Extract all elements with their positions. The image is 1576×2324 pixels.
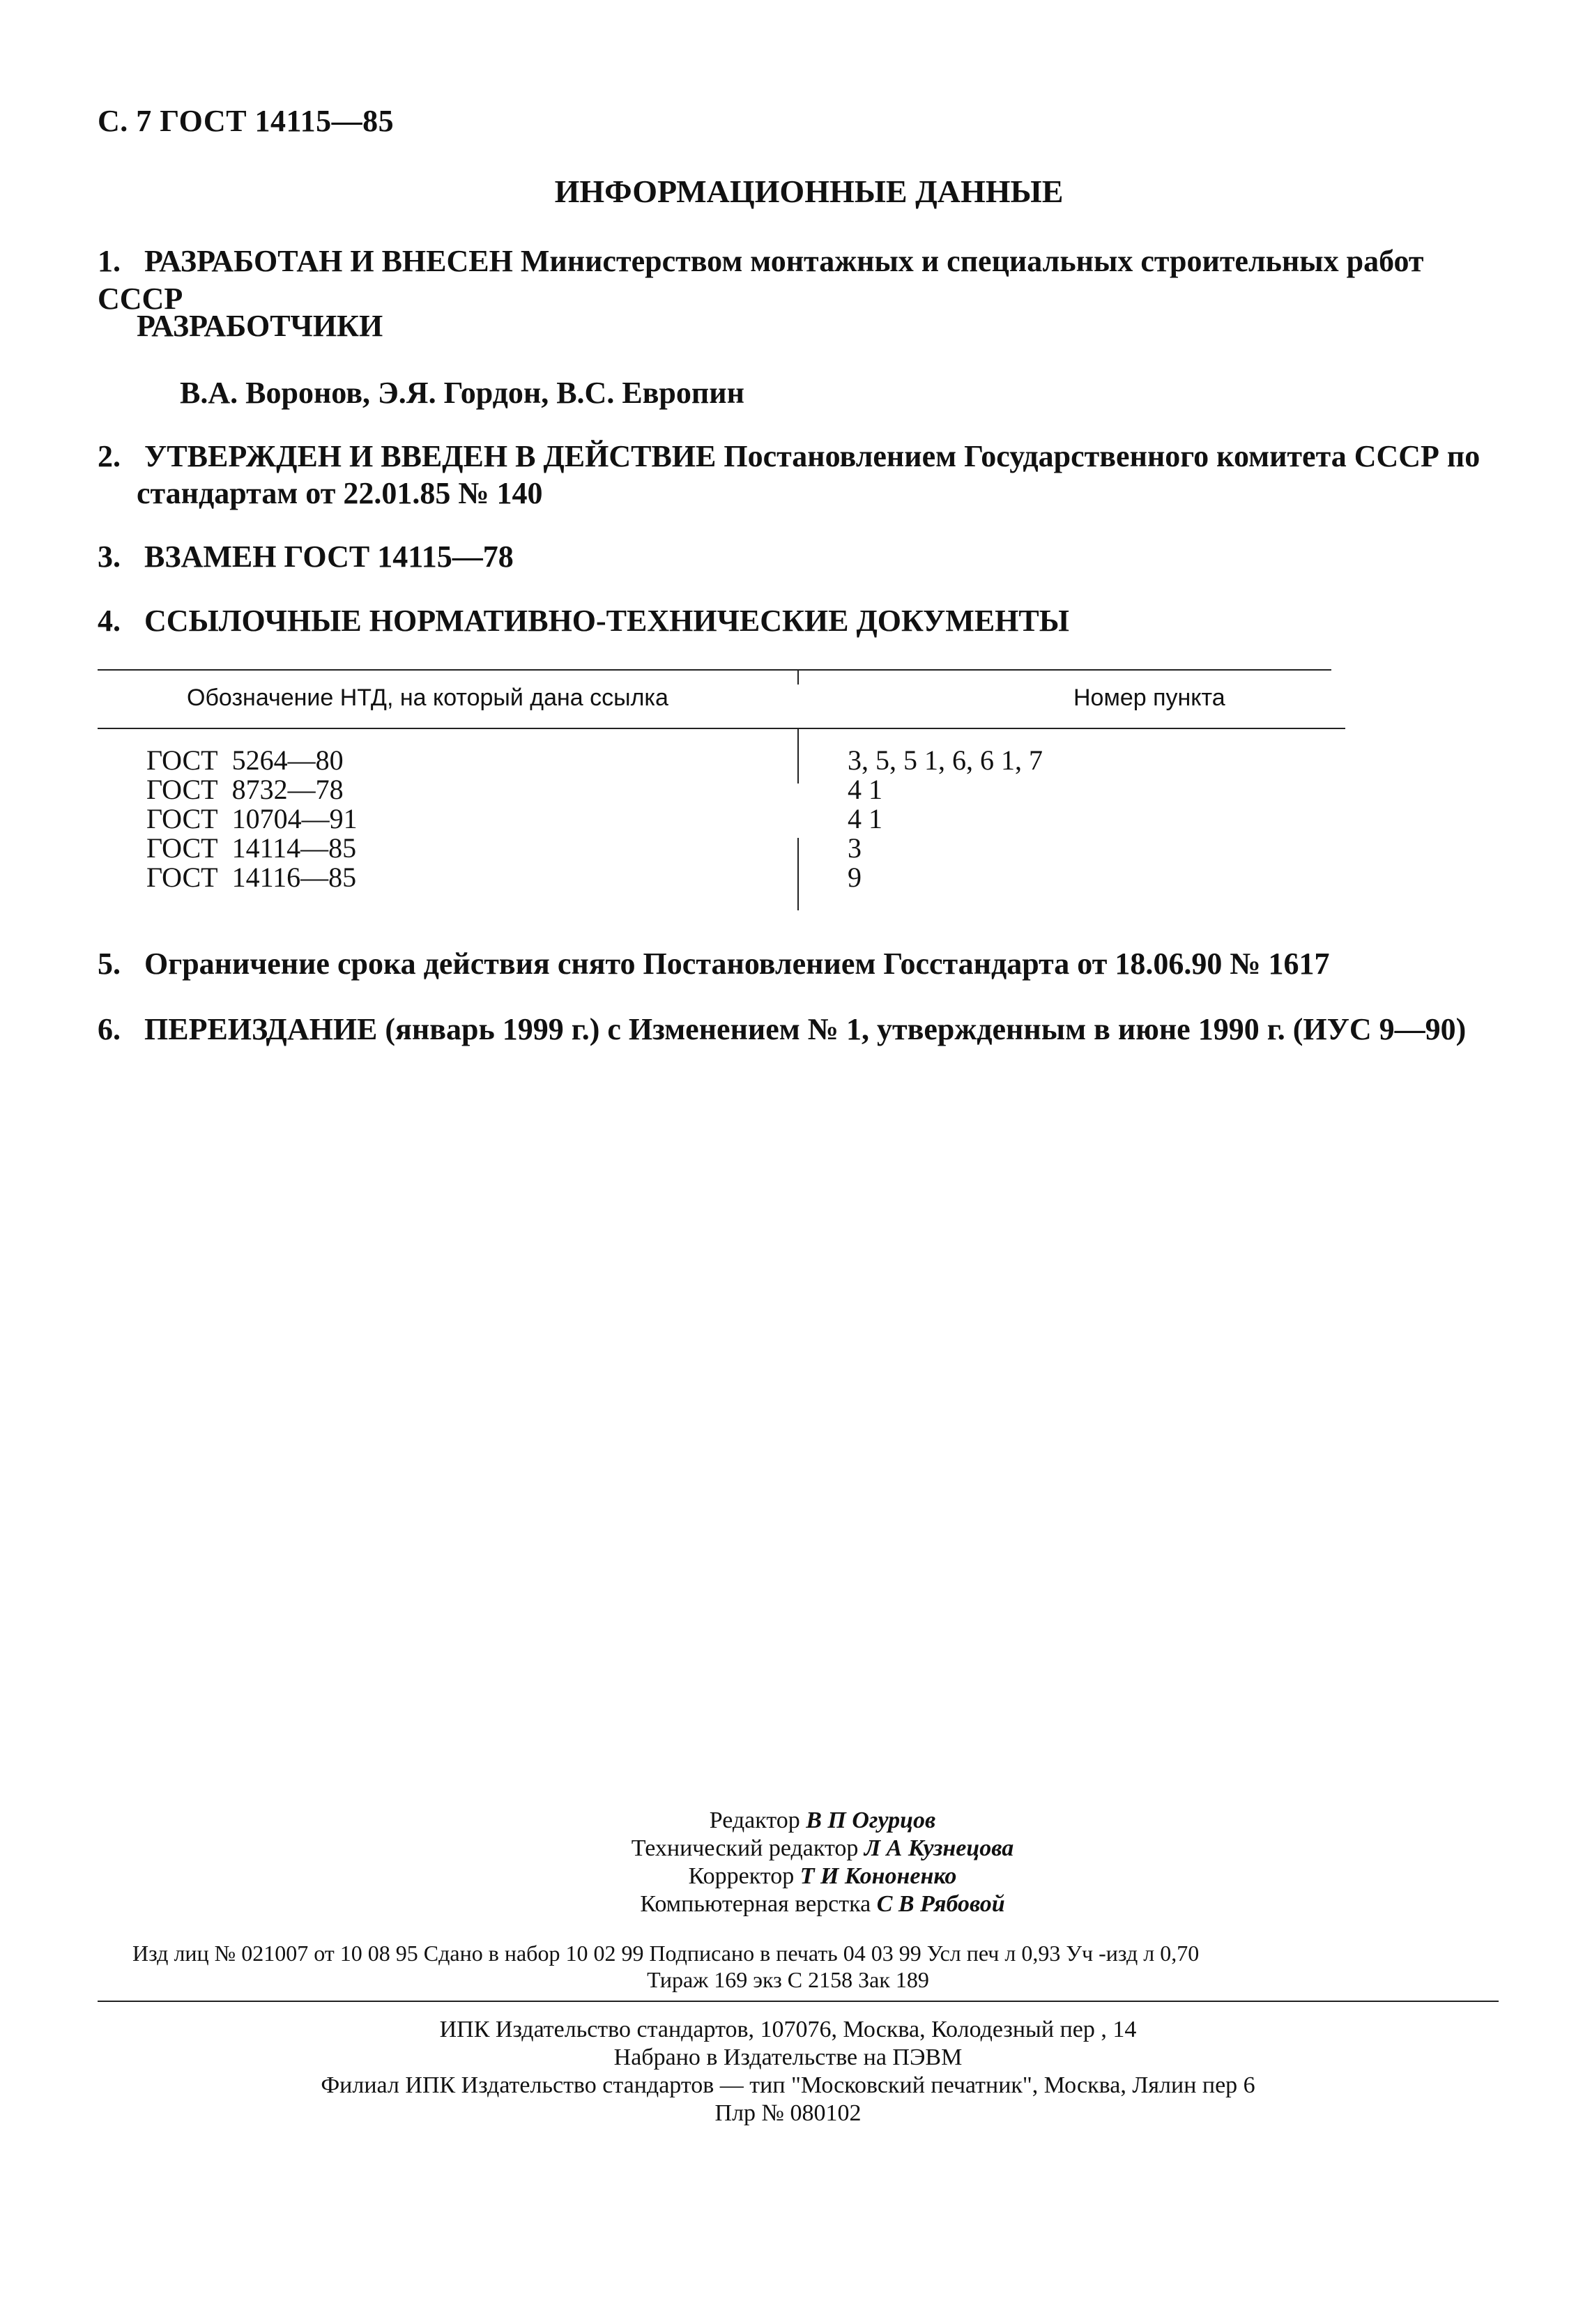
table-cell-document: ГОСТ 14114—85 [146,832,357,864]
item-text: ВЗАМЕН ГОСТ 14115—78 [144,540,514,574]
table-cell-clause: 4 1 [848,803,882,834]
table-column-divider [797,669,799,685]
item-3 [98,538,1513,576]
table-cell-document: ГОСТ 5264—80 [146,744,344,776]
table-column-divider [797,729,799,910]
item-text: ССЫЛОЧНЫЕ НОРМАТИВНО-ТЕХНИЧЕСКИЕ ДОКУМЕНТЫ [144,604,1069,638]
publisher-block [0,2016,1576,2127]
colophon-divider [98,2001,1499,2002]
item-number: 5. [98,947,121,981]
credit-role: Компьютерная верстка [640,1891,871,1917]
print-info-line-1: Изд лиц № 021007 от 10 08 95 Сдано в набор 10 02 99 Подписано в печать 04 03 99 Усл печ л 0,93 Уч -изд л 0,70 [132,1941,1200,1966]
table-cell-clause: 3, 5, 5 1, 6, 6 1, 7 [848,744,1043,776]
publisher-line: Филиал ИПК Издательство стандартов — тип "Московский печатник", Москва, Лялин пер 6 [321,2072,1255,2098]
credit-proofreader [579,1863,1066,1890]
colophon-credits [579,1807,1066,1918]
table-cell-clause: 4 1 [848,774,882,805]
item-number: 3. [98,540,121,574]
table-column-clauses [848,746,1043,892]
credit-editor [579,1807,1066,1835]
credit-role: Корректор [688,1863,795,1889]
reference-table [98,669,1345,920]
credit-name: В П Огурцов [806,1807,936,1833]
item-2-continuation: стандартам от 22.01.85 № 140 [137,476,543,510]
print-info-line-2: Тираж 169 экз С 2158 Зак 189 [647,1967,929,1992]
item-5 [98,945,1513,983]
developers-label: РАЗРАБОТЧИКИ [137,309,383,343]
table-cell-document: ГОСТ 14116—85 [146,862,357,893]
table-cell-document: ГОСТ 8732—78 [146,774,344,805]
table-header-rule [98,728,1345,729]
publisher-line: ИПК Издательство стандартов, 107076, Москва, Колодезный пер , 14 [439,2017,1137,2042]
item-lead: РАЗРАБОТАН И ВНЕСЕН [144,244,513,278]
credit-name: Л А Кузнецова [864,1835,1014,1861]
publisher-line: Набрано в Издательстве на ПЭВМ [613,2044,963,2070]
item-6 [98,1011,1513,1048]
document-title: ИНФОРМАЦИОННЫЕ ДАННЫЕ [554,174,1064,209]
credit-tech-editor [579,1835,1066,1863]
item-1 [98,243,1513,318]
page-header: С. 7 ГОСТ 14115—85 [98,104,395,138]
item-text: Постановлением Государственного комитета СССР по [724,439,1481,473]
publisher-line: Плр № 080102 [714,2100,862,2126]
item-2 [98,438,1513,475]
table-top-rule [98,669,1331,671]
table-header-clause: Номер пункта [1073,685,1225,711]
credit-role: Технический редактор [631,1835,859,1861]
credit-name: Т И Кононенко [800,1863,957,1889]
item-number: 1. [98,244,121,278]
table-cell-document: ГОСТ 10704—91 [146,803,358,834]
item-number: 4. [98,604,121,638]
table-column-documents [146,746,358,892]
table-cell-clause: 9 [848,862,862,893]
credit-layout [579,1890,1066,1918]
item-text: ПЕРЕИЗДАНИЕ (январь 1999 г.) с Изменением № 1, утвержденным в июне 1990 г. (ИУС 9—90) [144,1012,1467,1046]
item-text: Ограничение срока действия снято Постановлением Госстандарта от 18.06.90 № 1617 [144,947,1330,981]
item-number: 6. [98,1012,121,1046]
credit-role: Редактор [709,1807,800,1833]
table-header-document: Обозначение НТД, на который дана ссылка [187,685,668,711]
developers-names: В.А. Воронов, Э.Я. Гордон, В.С. Европин [180,376,744,410]
item-text: Министерством монтажных и специальных строительных работ СССР [98,244,1424,316]
table-cell-clause: 3 [848,832,862,864]
credit-name: С В Рябовой [876,1891,1005,1917]
item-4 [98,602,1513,640]
item-lead: УТВЕРЖДЕН И ВВЕДЕН В ДЕЙСТВИЕ [144,439,717,473]
item-number: 2. [98,439,121,473]
